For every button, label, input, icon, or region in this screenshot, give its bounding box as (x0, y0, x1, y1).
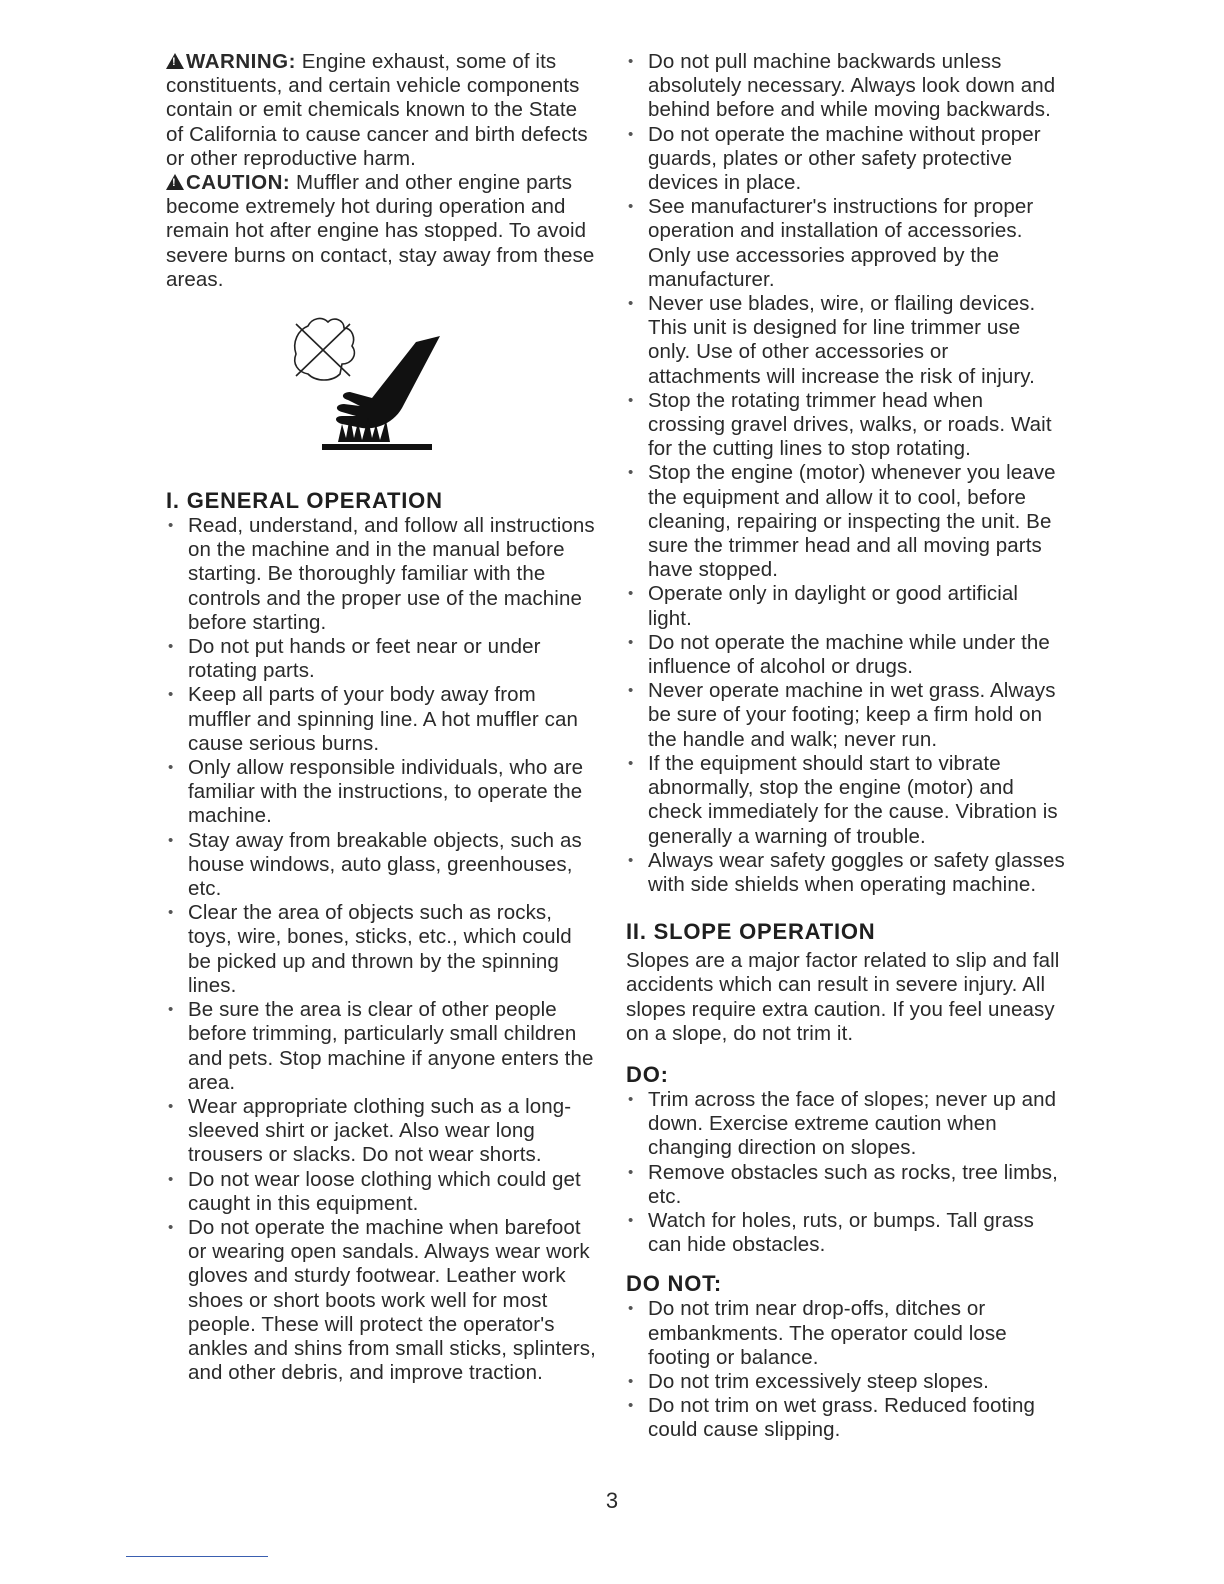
list-item: • Never operate machine in wet grass. Always be sure of your footing; keep a firm hold on the handle and walk; never run. (626, 679, 1066, 752)
list-item: • Clear the area of objects such as rocks, toys, wire, bones, sticks, etc., which could be picked up and thrown by the spinning lines. (166, 901, 598, 998)
list-item: • Do not operate the machine without proper guards, plates or other safety protective devices in place. (626, 123, 1066, 196)
list-item: • Keep all parts of your body away from muffler and spinning line. A hot muffler can cause serious burns. (166, 683, 598, 756)
warning-label: WARNING: (186, 50, 296, 73)
list-item: • If the equipment should start to vibrate abnormally, stop the engine (motor) and check immediately for the cause. Vibration is generally a warning of trouble. (626, 752, 1066, 849)
list-item: • Only allow responsible individuals, who are familiar with the instructions, to operate the machine. (166, 756, 598, 829)
hot-surface-figure (166, 312, 598, 462)
list-item: • Do not trim excessively steep slopes. (626, 1370, 1066, 1394)
general-operation-list-left (166, 514, 598, 1385)
caution-triangle-icon (166, 174, 184, 190)
footer-rule (126, 1556, 268, 1557)
page-number: 3 (605, 1488, 619, 1513)
hot-surface-burn-icon (282, 312, 442, 462)
list-item: • Do not wear loose clothing which could get caught in this equipment. (166, 1168, 598, 1216)
do-not-heading: DO NOT: (626, 1271, 723, 1297)
list-item: • Do not put hands or feet near or under rotating parts. (166, 635, 598, 683)
caution-paragraph (166, 171, 598, 292)
right-column (626, 50, 1066, 1443)
list-item: • Watch for holes, ruts, or bumps. Tall grass can hide obstacles. (626, 1209, 1066, 1257)
list-item: • Do not operate the machine when barefoot or wearing open sandals. Always wear work gloves and sturdy footwear. Leather work shoes or short boots work well for most people. These will protect the operator's ankles and shins from small sticks, splinters, and other debris, and improve traction. (166, 1216, 598, 1385)
list-item: • Stop the engine (motor) whenever you leave the equipment and allow it to cool, before cleaning, repairing or inspecting the unit. Be sure the trimmer head and all moving parts have stopped. (626, 461, 1066, 582)
list-item: • Do not trim on wet grass. Reduced footing could cause slipping. (626, 1394, 1066, 1442)
warning-triangle-icon (166, 53, 184, 69)
do-not-list (626, 1297, 1066, 1442)
list-item: • Read, understand, and follow all instructions on the machine and in the manual before starting. Be thoroughly familiar with the controls and the proper use of the machine before starting. (166, 514, 598, 635)
list-item: • Never use blades, wire, or flailing devices. This unit is designed for line trimmer use only. Use of other accessories or attachments will increase the risk of injury. (626, 292, 1066, 389)
left-column (166, 50, 598, 1385)
list-item: • Do not trim near drop-offs, ditches or embankments. The operator could lose footing or balance. (626, 1297, 1066, 1370)
list-item: • Be sure the area is clear of other people before trimming, particularly small children and pets. Stop machine if anyone enters the area. (166, 998, 598, 1095)
list-item: • Operate only in daylight or good artificial light. (626, 582, 1066, 630)
list-item: • Remove obstacles such as rocks, tree limbs, etc. (626, 1161, 1066, 1209)
slope-operation-heading: II. SLOPE OPERATION (626, 919, 876, 945)
list-item: • Trim across the face of slopes; never up and down. Exercise extreme caution when changing direction on slopes. (626, 1088, 1066, 1161)
list-item: • Wear appropriate clothing such as a long-sleeved shirt or jacket. Also wear long trousers or slacks. Do not wear shorts. (166, 1095, 598, 1168)
slope-intro: Slopes are a major factor related to slip and fall accidents which can result in severe injury. All slopes require extra caution. If you feel uneasy on a slope, do not trim it. (626, 949, 1060, 1045)
do-list (626, 1088, 1066, 1257)
list-item: • Stop the rotating trimmer head when crossing gravel drives, walks, or roads. Wait for the cutting lines to stop rotating. (626, 389, 1066, 462)
warning-text: Engine exhaust, some of its constituents, and certain vehicle components contain or emit chemicals known to the State of California to cause cancer and birth defects or other reproductive harm. (166, 50, 588, 170)
general-operation-list-right (626, 50, 1066, 897)
caution-text: Muffler and other engine parts become extremely hot during operation and remain hot after engine has stopped. To avoid severe burns on contact, stay away from these areas. (166, 171, 595, 291)
list-item: • Do not operate the machine while under the influence of alcohol or drugs. (626, 631, 1066, 679)
warning-paragraph (166, 50, 598, 171)
caution-label: CAUTION: (186, 171, 291, 195)
general-operation-heading: I. GENERAL OPERATION (166, 488, 443, 514)
list-item: • Always wear safety goggles or safety glasses with side shields when operating machine. (626, 849, 1066, 897)
do-heading: DO: (626, 1061, 669, 1087)
list-item: • See manufacturer's instructions for proper operation and installation of accessories. Only use accessories approved by the manufacturer. (626, 195, 1066, 292)
list-item: • Stay away from breakable objects, such as house windows, auto glass, greenhouses, etc. (166, 829, 598, 902)
list-item: • Do not pull machine backwards unless absolutely necessary. Always look down and behind before and while moving backwards. (626, 50, 1066, 123)
